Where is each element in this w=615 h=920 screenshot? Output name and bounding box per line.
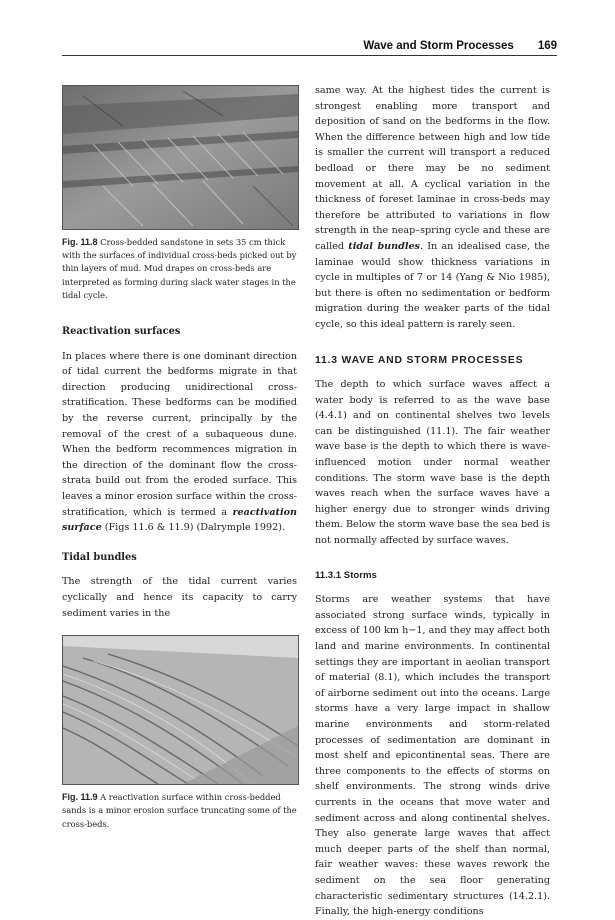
term-reactivation-surface: reactivation surface xyxy=(62,506,297,534)
heading-reactivation-surfaces: Reactivation surfaces xyxy=(62,326,181,338)
figure-11-9-caption-text: A reactivation surface within cross-bedded sands is a minor erosion surface truncating some of the cross-beds. xyxy=(62,792,297,829)
paragraph-continued-text: same way. At the highest tides the current is strongest enabling more transport and deposition of sand on the bedforms in the flow. When the difference between high and low tide is smaller the current will transport a reduced bedload or there may be no sediment movement at all. A cyclical variation in the thickness of foreset laminae in cross-beds may therefore be attributed to variations in flow strength in the neap–spring cycle and these are called xyxy=(315,85,550,252)
subsection-heading-storms: 11.3.1 Storms xyxy=(315,569,377,581)
section-heading-wave-storm: 11.3 WAVE AND STORM PROCESSES xyxy=(315,354,524,366)
figure-11-8-caption-text: Cross-bedded sandstone in sets 35 cm thick with the surfaces of individual cross-beds picked out by thin layers of mud. Mud drapes on cross-beds are interpreted as forming during slack water stages in the tidal cycle. xyxy=(62,237,297,300)
figure-11-8-label: Fig. 11.8 xyxy=(62,237,98,247)
paragraph-continued-end: . In an idealised case, the laminae would show thickness variations in cycle in multiples of 7 or 14 (Yang & Nio 1985), but there is often no sedimentation or bedform migration during the weaker parts of the tidal cycle, so this ideal pattern is rarely seen. xyxy=(315,240,550,330)
term-tidal-bundles: tidal bundles xyxy=(348,240,420,252)
left-column xyxy=(62,85,297,831)
figure-11-9-label: Fig. 11.9 xyxy=(62,792,98,803)
figure-11-9-caption xyxy=(62,791,297,831)
paragraph-tidal-bundles-continued xyxy=(315,83,550,333)
paragraph-reactivation-end: (Figs 11.6 & 11.9) (Dalrymple 1992). xyxy=(101,522,285,534)
running-header xyxy=(363,40,557,52)
figure-11-9-photo xyxy=(62,635,299,785)
paragraph-reactivation-text: In places where there is one dominant direction of tidal current the bedforms migrate in that direction producing unidirectional cross-stratification. These bedforms can be modified by the reverse current, principally by the removal of the crest of a subaqueous dune. When the bedform recommences migration in the direction of the dominant flow the cross-strata build out from the eroded surface. This leaves a minor erosion surface within the cross-stratification, which is termed a xyxy=(62,350,297,518)
page-number: 169 xyxy=(537,40,557,52)
figure-11-8-photo xyxy=(62,85,299,230)
paragraph-wave-base: The depth to which surface waves affect a water body is referred to as the wave base (4.4.1) and on continental shelves two levels can be distinguished (11.1). The fair weather wave base is the depth to which there is wave-influenced motion under normal weather conditions. The storm wave base is the depth waves reach when the surface waves have a higher energy due to stronger winds driving them. Below the storm wave base the sea bed is not normally affected by surface waves. xyxy=(315,379,550,547)
right-column xyxy=(315,83,550,920)
header-rule xyxy=(62,55,557,56)
running-title: Wave and Storm Processes xyxy=(363,40,514,52)
paragraph-storms: Storms are weather systems that have associated strong surface winds, typically in excess of 100 km h−1, and they may affect both land and marine environments. In continental settings they are important in aeolian transport of material (8.1), which includes the transport of airborne sediment out into the oceans. Large storms have a very large impact in shallow marine environments and storm-related processes of sedimentation are dominant in most shelf and epicontinental seas. There are three components to the effects of storms on shelf environments. The strong winds drive currents in the oceans that move water and sediment across and along continental shelves. They also generate large waves that affect much deeper parts of the shelf than normal, fair weather waves: these waves rework the sediment on the sea floor generating characteristic sedimentary structures (14.2.1). Finally, the high-energy conditions xyxy=(315,594,550,918)
figure-11-8-caption xyxy=(62,236,297,302)
heading-tidal-bundles: Tidal bundles xyxy=(62,551,137,563)
paragraph-reactivation xyxy=(62,349,297,536)
paragraph-tidal-bundles: The strength of the tidal current varies cyclically and hence its capacity to carry sediment varies in the xyxy=(62,576,297,619)
